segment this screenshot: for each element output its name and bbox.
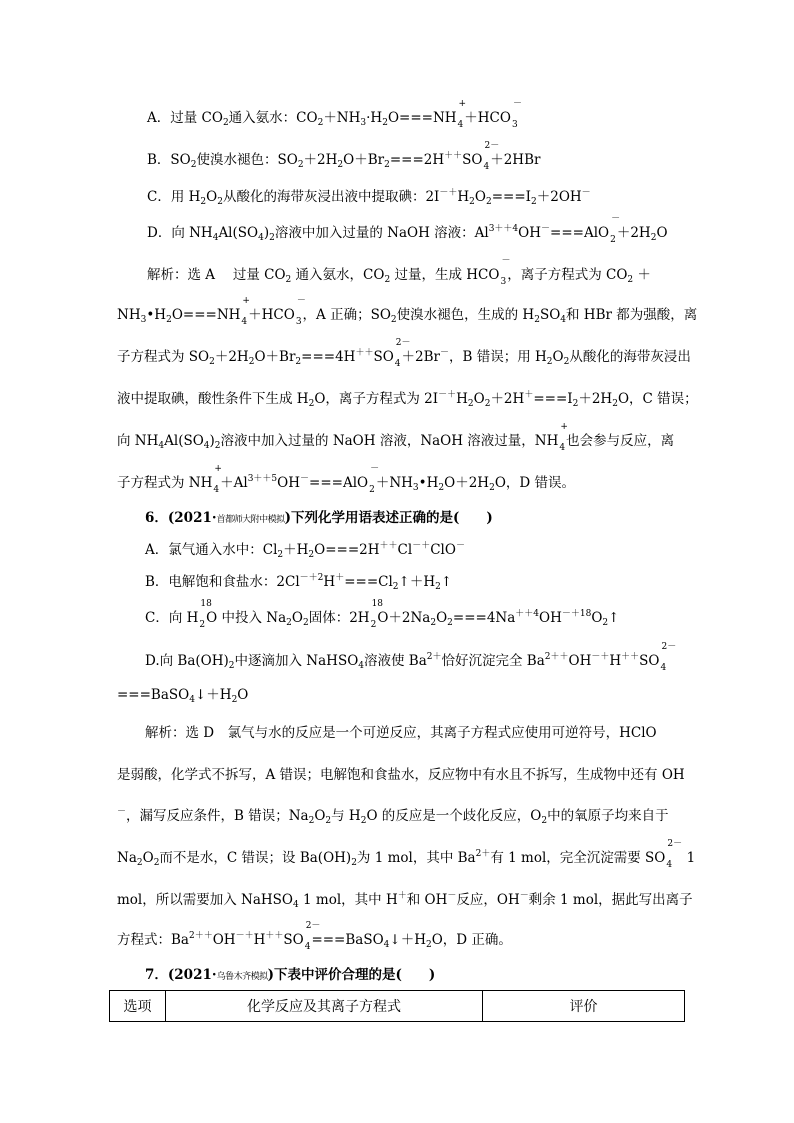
text-line-ans6-4: $Na_2O_2$而不是水，C 错误；设 $Ba(OH)_2$为 1 mol，其中 $Ba^{2+}$有 1 mol，完全沉淀需要 SO 2－ $_4$ 1 — [117, 839, 696, 870]
text-line-q5-a: A．过量 $CO_2$通入氨水：$CO_2+NH_3\cdot H_2O===NH$ + $_4$＋HCO － $_3$ — [147, 99, 522, 130]
text-line-q5-d: D．向 $NH_4Al(SO_4)_2$溶液中加入过量的 NaOH 溶液：$Al^{3++4}OH^-===AlO$ － $_2+2H_2O$ — [147, 214, 668, 245]
text-line-ans6-2: 是弱酸，化学式不拆写，A 错误；电解饱和食盐水，反应物中有水且不拆写，生成物中还有 OH — [117, 767, 685, 783]
text-line-ans6-5: mol，所以需要加入 NaHSO$_4$ 1 mol，其中 H＋和 OH－反应，OH－剩余 1 mol，据此写出离子 — [117, 891, 693, 910]
text-line-ans5-3: 子方程式为 $SO_2+2H_2O+Br_2===4H^{++}SO$ 2－ $_4$＋2Br－，B 错误；用 $H_2O_2$从酸化的海带灰浸出 — [117, 338, 691, 369]
table-header-evaluation: 评价 — [483, 991, 685, 1022]
text-line-ans5-6: 子方程式为 NH + $_4+Al^{3++5}OH^-===AlO$ － $_2+NH_3•H_2O+2H_2O$，D 错误。 — [117, 464, 575, 495]
text-line-ans5-5: 向 $NH_4Al(SO_4)_2$溶液中加入过量的 NaOH 溶液，NaOH 溶液过量，NH + $_4$也会参与反应，离 — [117, 422, 675, 453]
text-line-ans5-4: 液中提取碘，酸性条件下生成 $H_2O$，离子方程式为 $2I^{-+}H_2O_2+2H^+===I_2+2H_2O$，C 错误； — [117, 390, 698, 409]
table-header-row — [110, 991, 685, 1022]
text-line-q6-d2: $===BaSO_4↓+H_2O$ — [117, 687, 249, 705]
text-line-q7: 7．(2021·乌鲁木齐模拟)下表中评价合理的是( ) — [145, 967, 436, 983]
text-line-q6-c: C．向 H 18 $_2$O 中投入 $Na_2O_2$固体：2H 18 $_2O+2Na_2O_2===4Na^{++4}OH^{-+18}O_2↑$ — [145, 599, 620, 630]
text-line-ans6-6: 方程式：$Ba^{2++}OH^{-+}H^{++}SO$ 2－ $_4===BaSO_4↓+H_2O$，D 正确。 — [117, 921, 512, 952]
text-line-ans6-1: 解析：选 D 氯气与水的反应是一个可逆反应，其离子方程式应使用可逆符号，HClO — [145, 725, 657, 741]
text-line-q5-b: B．$SO_2$使溴水褪色：$SO_2+2H_2O+Br_2===2H^{++}SO$ 2－ $_4$＋2HBr — [147, 141, 541, 172]
text-line-q6-d1: D.向 $Ba(OH)_2$中逐滴加入 NaHSO$_4$溶液使 $Ba^{2+}$恰好沉淀完全 $Ba^{2++}OH^{-+}H^{++}SO$ 2－ $_4$ — [145, 642, 677, 673]
text-line-q6-b: B．电解饱和食盐水：$2Cl^{-+2}H^+===Cl_2↑+H_2↑$ — [145, 573, 453, 592]
table-header-option: 选项 — [110, 991, 166, 1022]
table-header-reaction: 化学反应及其离子方程式 — [166, 991, 483, 1022]
text-line-ans5-2: $NH_3•H_2O===NH$ + $_4$＋HCO － $_3$，A 正确；$SO_2$使溴水褪色，生成的 $H_2SO_4$和 HBr 都为强酸，离 — [117, 296, 698, 327]
text-line-ans6-3: －，漏写反应条件，B 错误；$Na_2O_2$与 $H_2O$ 的反应是一个歧化反应，$O_2$中的氧原子均来自于 — [117, 807, 669, 826]
text-line-q6: 6．(2021·首都师大附中模拟)下列化学用语表述正确的是( ) — [145, 510, 493, 526]
text-line-q6-a: A．氯气通入水中：$Cl_2+H_2O===2H^{++}Cl^{-+}ClO^-$ — [145, 541, 465, 560]
text-line-q5-c: C．用 $H_2O_2$从酸化的海带灰浸出液中提取碘：$2I^{-+}H_2O_2===I_2+2OH^-$ — [147, 188, 591, 207]
text-line-ans5-1: 解析：选 A 过量 $CO_2$ 通入氨水，$CO_2$ 过量，生成 HCO － $_3$，离子方程式为 $CO_2$ ＋ — [147, 256, 651, 287]
evaluation-table — [109, 990, 685, 1022]
